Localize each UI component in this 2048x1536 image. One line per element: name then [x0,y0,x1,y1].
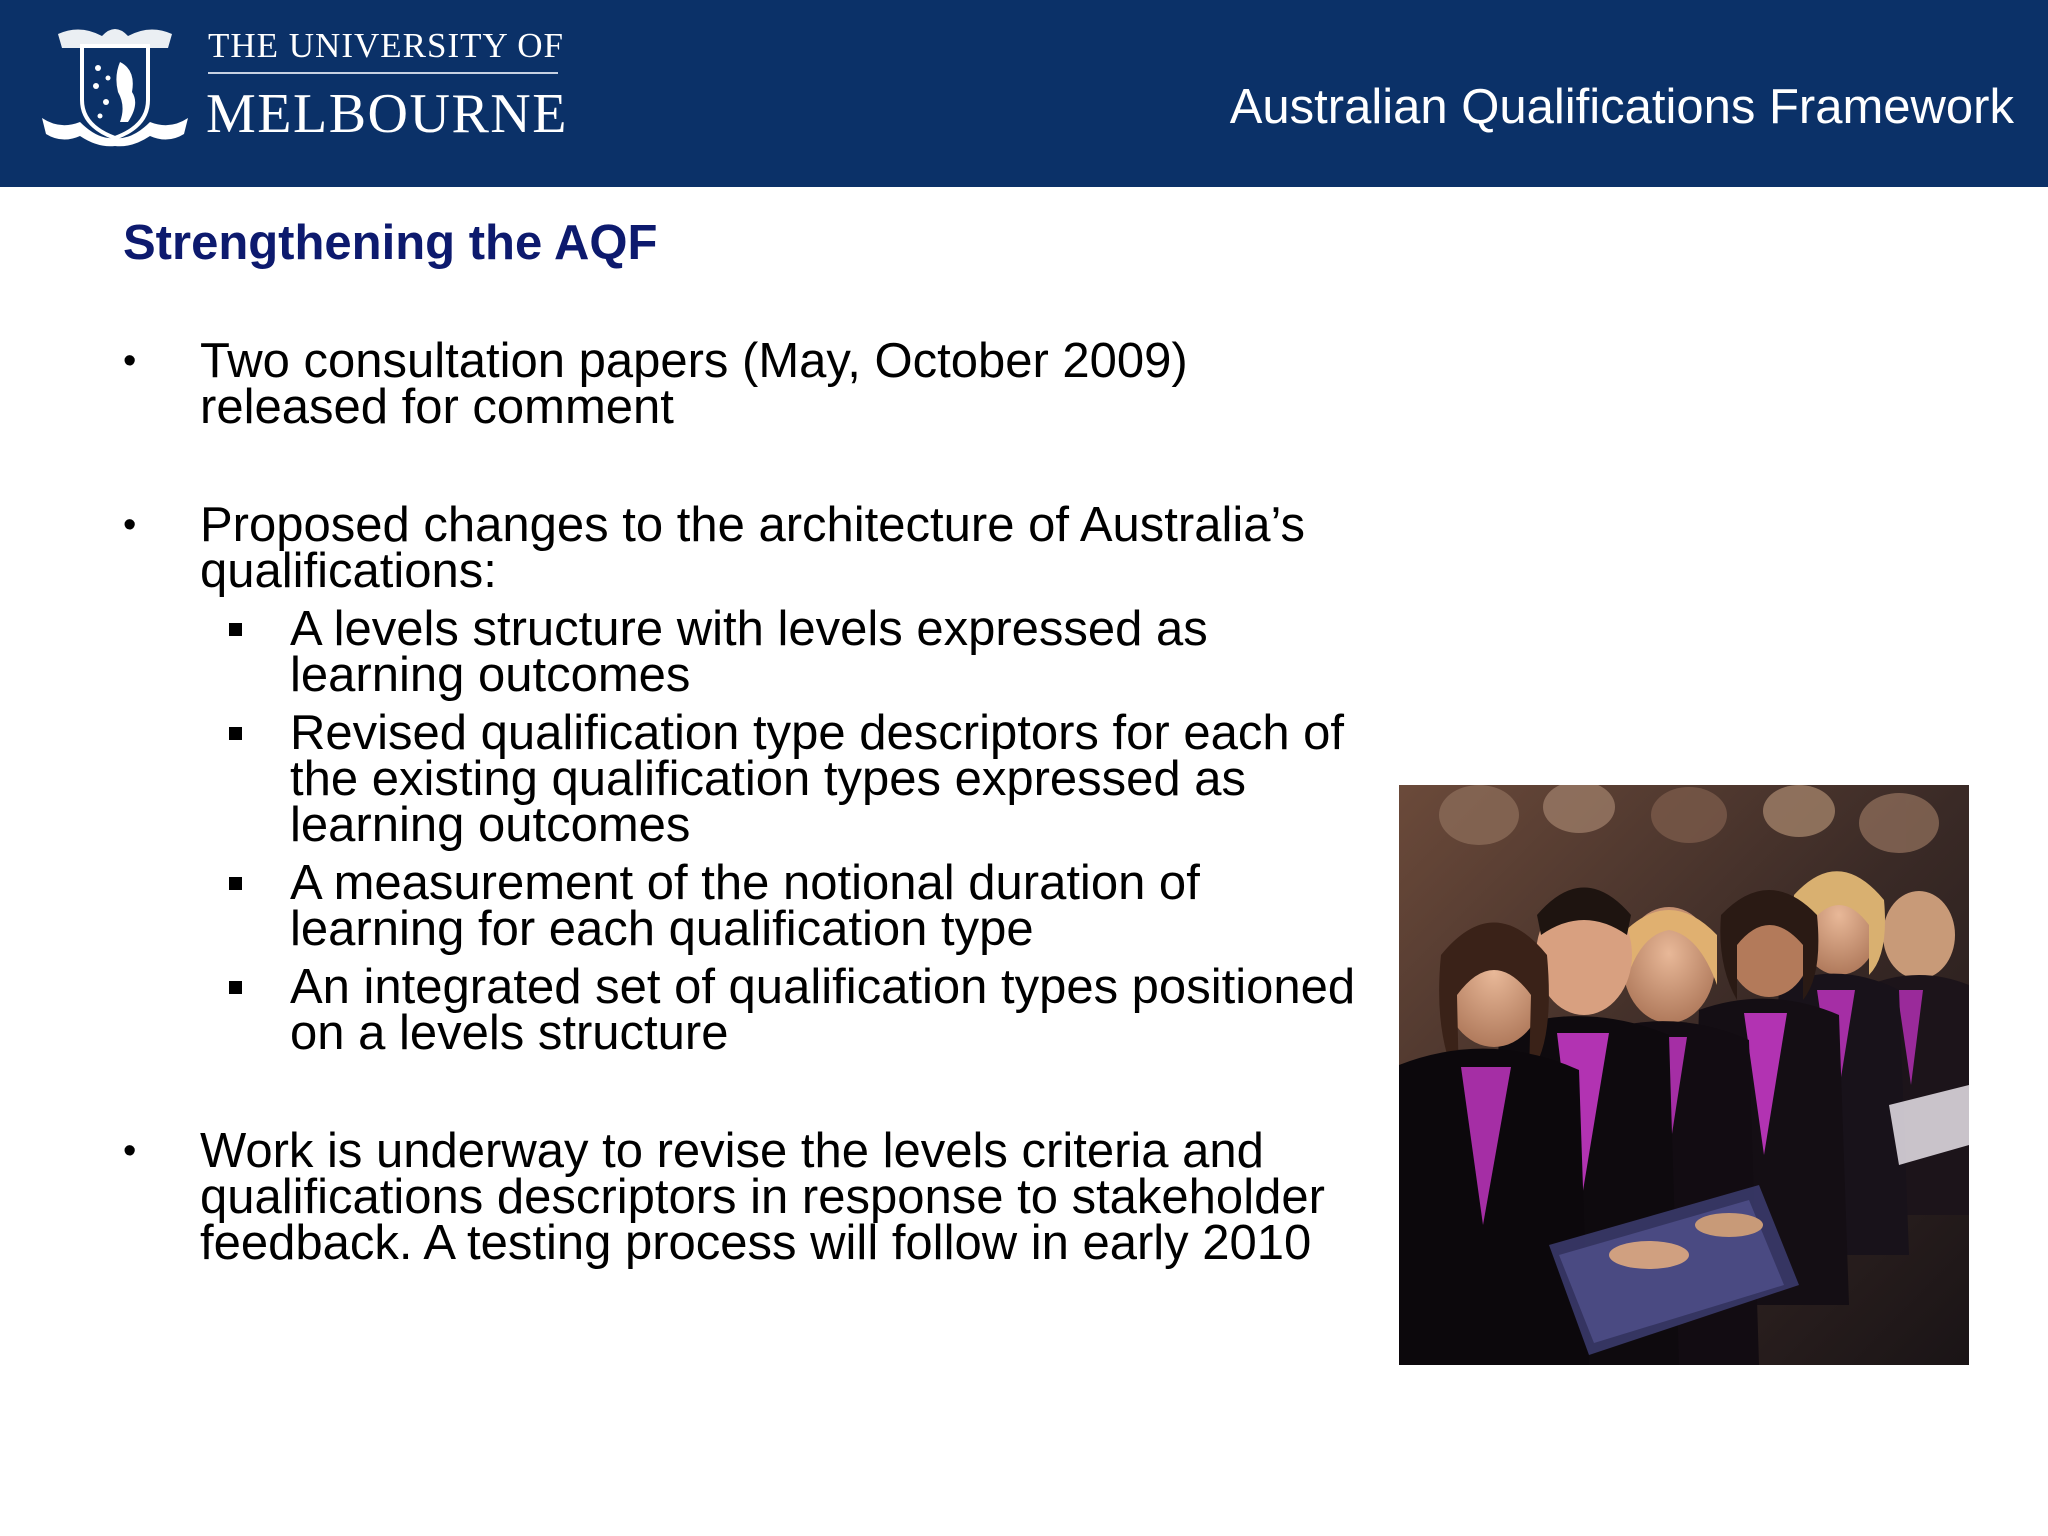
university-crest-logo [40,22,190,147]
bullet-item [123,334,1373,434]
graduates-photo [1399,785,1969,1365]
bullet-dot: • [123,1130,137,1172]
bullet-dot: • [123,504,137,546]
sub-bullet-item [123,706,1373,852]
sub-bullet-item [123,960,1373,1060]
bullet-item [123,1124,1373,1270]
university-name-line2: MELBOURNE [206,83,568,145]
sub-bullet-text: An integrated set of qualification types positioned on a levels structure [290,960,1356,1060]
square-bullet-icon [229,623,242,636]
sub-bullet-text: A measurement of the notional duration of learning for each qualification type [290,856,1200,956]
bullet-text: Work is underway to revise the levels criteria and qualifications descriptors in response to stakeholder feedback. A testing process will follow in early 2010 [200,1124,1325,1270]
bullet-text: Two consultation papers (May, October 2009) released for comment [200,334,1188,434]
sub-bullet-text: A levels structure with levels expressed as learning outcomes [290,602,1208,702]
bullet-dot: • [123,340,137,382]
sub-bullet-list [123,602,1373,1060]
slide-title: Strengthening the AQF [123,216,658,270]
presentation-title: Australian Qualifications Framework [1229,80,2014,134]
square-bullet-icon [229,877,242,890]
sub-bullet-text: Revised qualification type descriptors for each of the existing qualification types expressed as learning outcomes [290,706,1345,852]
header-banner [0,0,2048,187]
sub-bullet-item [123,856,1373,956]
square-bullet-icon [229,727,242,740]
bullet-text: Proposed changes to the architecture of Australia’s qualifications: [200,498,1305,598]
header-divider [208,72,558,74]
university-name-line1: THE UNIVERSITY OF [208,26,564,65]
square-bullet-icon [229,981,242,994]
sub-bullet-item [123,602,1373,702]
bullet-item [123,498,1373,1068]
